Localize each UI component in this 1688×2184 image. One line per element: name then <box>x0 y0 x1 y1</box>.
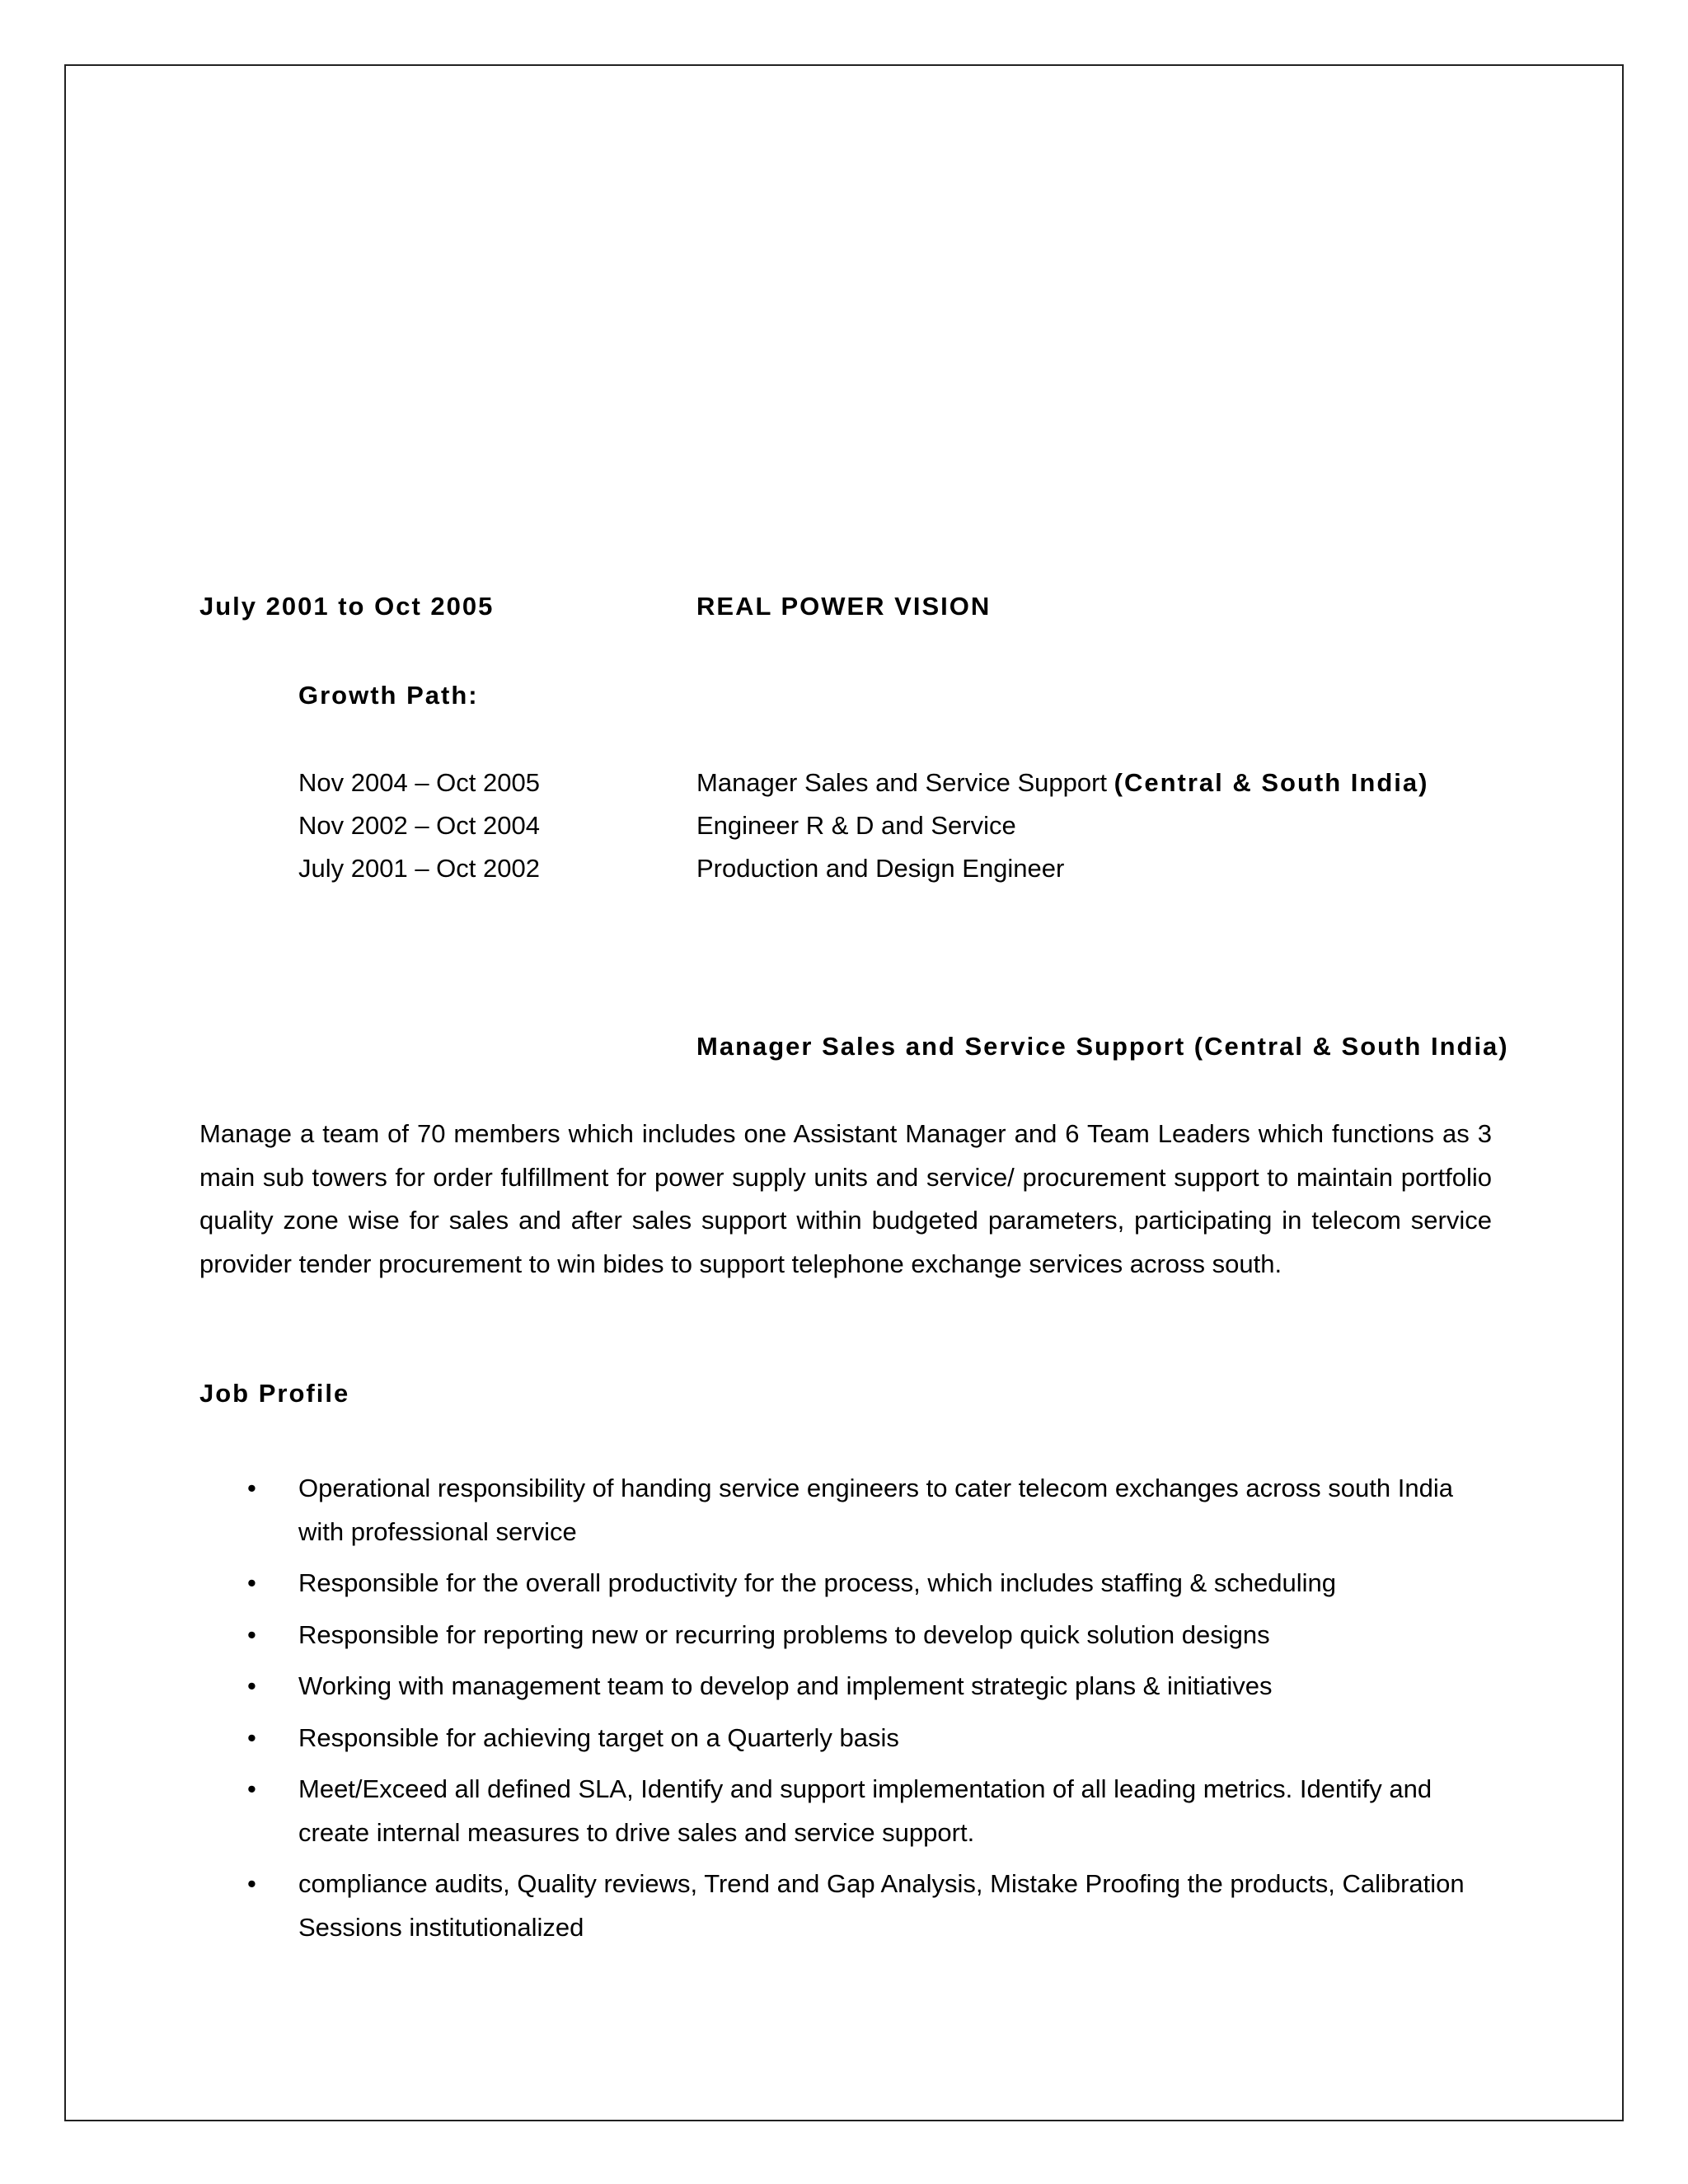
growth-entry-role: Production and Design Engineer <box>696 854 1065 883</box>
growth-entry-dates: Nov 2004 – Oct 2005 <box>298 768 540 797</box>
list-item <box>199 1717 1492 1760</box>
list-item <box>199 1768 1492 1854</box>
employment-period: July 2001 to Oct 2005 <box>199 592 495 621</box>
list-item <box>199 1614 1492 1657</box>
bullet-icon: • <box>247 1619 256 1649</box>
role-summary-paragraph: Manage a team of 70 members which includes one Assistant Manager and 6 Team Leaders which functions as 3 main sub towers for order fulfillment for power supply units and service/ procurement support to maintain portfolio quality zone wise for sales and after sales support within budgeted parameters, participating in telecom service provider tender procurement to win bides to support telephone exchange services across south. <box>199 1119 1492 1278</box>
company-name: REAL POWER VISION <box>696 592 992 621</box>
list-item-text: Responsible for the overall productivity for the process, which includes staffing & scheduling <box>298 1568 1337 1597</box>
list-item <box>199 1562 1492 1605</box>
role-section-title: Manager Sales and Service Support (Central & South India) <box>696 1032 1509 1061</box>
list-item-text: Working with management team to develop and implement strategic plans & initiatives <box>298 1671 1273 1700</box>
growth-entry-dates: Nov 2002 – Oct 2004 <box>298 811 540 840</box>
list-item-text: Meet/Exceed all defined SLA, Identify and support implementation of all leading metrics. Identify and create internal measures to drive sales and service support. <box>298 1774 1432 1847</box>
list-item <box>199 1665 1492 1708</box>
list-item-text: compliance audits, Quality reviews, Trend and Gap Analysis, Mistake Proofing the products, Calibration Sessions institutionalized <box>298 1869 1465 1942</box>
list-item <box>199 1863 1492 1949</box>
list-item <box>199 1467 1492 1554</box>
bullet-icon: • <box>247 1722 256 1752</box>
job-profile-title: Job Profile <box>199 1379 350 1408</box>
list-item-text: Operational responsibility of handing service engineers to cater telecom exchanges across south India with professional service <box>298 1474 1453 1546</box>
growth-entry-role-title: Manager Sales and Service Support <box>696 768 1108 797</box>
job-profile-list <box>199 1467 1492 1957</box>
bullet-icon: • <box>247 1869 256 1898</box>
growth-entry-region: (Central & South India) <box>1114 768 1429 797</box>
list-item-text: Responsible for reporting new or recurring problems to develop quick solution designs <box>298 1619 1270 1649</box>
growth-entry-dates: July 2001 – Oct 2002 <box>298 854 540 883</box>
list-item-text: Responsible for achieving target on a Quarterly basis <box>298 1722 899 1752</box>
growth-entry-role: Engineer R & D and Service <box>696 811 1016 840</box>
bullet-icon: • <box>247 1774 256 1803</box>
bullet-icon: • <box>247 1568 256 1597</box>
growth-path-title: Growth Path: <box>298 681 479 710</box>
bullet-icon: • <box>247 1474 256 1502</box>
bullet-icon: • <box>247 1671 256 1700</box>
growth-entry-role <box>696 768 1428 798</box>
